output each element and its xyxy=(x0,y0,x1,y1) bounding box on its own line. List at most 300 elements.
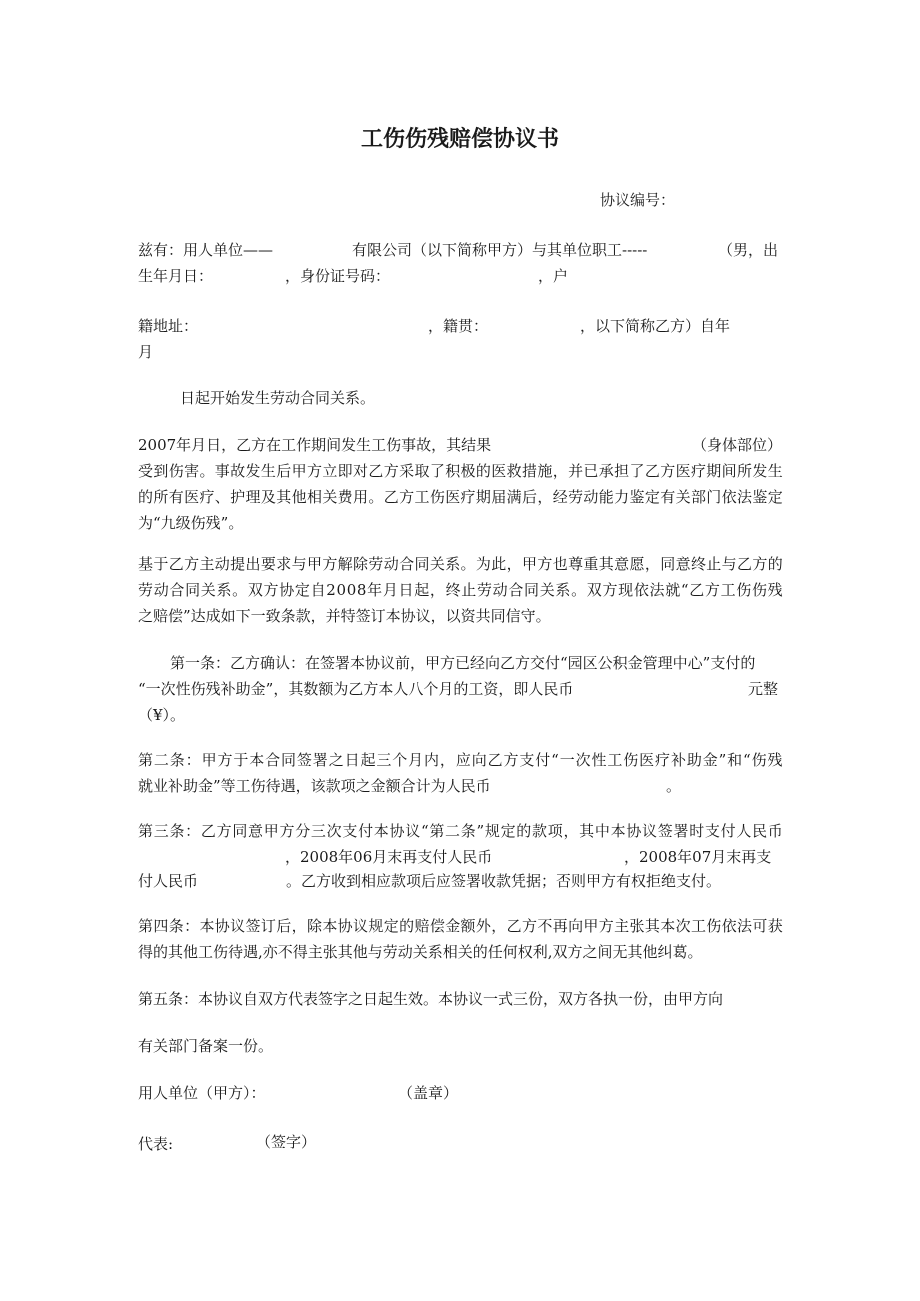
line-char: 并 xyxy=(568,462,584,480)
line-char: 的 xyxy=(138,488,154,506)
paragraph-line: 。乙方收到相应款项后应签署收款凭据；否则甲方有权拒绝支付。 xyxy=(286,872,722,890)
line-char: 后 xyxy=(276,462,292,480)
line-char: 后 xyxy=(276,917,292,935)
line-char: 所 xyxy=(737,462,753,480)
line-char: 关 xyxy=(539,581,555,599)
line-char: 提 xyxy=(230,555,246,573)
line-char: 发 xyxy=(245,462,261,480)
line-char: 付 xyxy=(535,751,551,769)
paragraph-line xyxy=(138,554,783,574)
line-char: 医 xyxy=(639,751,655,769)
agreement-number-label: 协议编号： xyxy=(600,191,676,209)
paragraph-line: ，2008年07月末再支 xyxy=(624,848,772,866)
line-char: 可 xyxy=(752,917,768,935)
line-char: 方 xyxy=(752,555,768,573)
line-char: 害 xyxy=(184,462,200,480)
paragraph-line: 为“九级伤残”。 xyxy=(138,514,244,532)
line-char: 协 xyxy=(389,822,405,840)
line-char: 第 xyxy=(138,917,154,935)
paragraph-line: 2007年月日，乙方在工作期间发生工伤事故，其结果 xyxy=(138,436,492,454)
line-char: 期 xyxy=(475,488,491,506)
line-char: 其 xyxy=(579,822,595,840)
line-char: 。 xyxy=(571,581,587,599)
line-char: 合 xyxy=(508,581,524,599)
line-char: 疗 xyxy=(690,462,706,480)
line-char: 自 xyxy=(310,581,326,599)
line-char: 定 xyxy=(294,581,310,599)
line-char: 次 xyxy=(575,751,591,769)
line-char: 方 xyxy=(602,581,618,599)
line-char: 付 xyxy=(358,822,374,840)
line-char: 医 xyxy=(491,462,507,480)
line-char: 乙 xyxy=(168,555,184,573)
line-char: 关 xyxy=(429,555,445,573)
line-char: 医 xyxy=(675,462,691,480)
line-char: 关 xyxy=(200,581,216,599)
line-char: 乙 xyxy=(383,488,399,506)
line-char: 受 xyxy=(138,462,154,480)
line-char: 条 xyxy=(460,822,476,840)
line-char: 同 xyxy=(185,581,201,599)
line-char: 向 xyxy=(568,917,584,935)
line-char: 合 xyxy=(399,555,415,573)
line-char: 所 xyxy=(153,488,169,506)
intro-line: 日起开始发生劳动合同关系。 xyxy=(180,389,376,407)
line-char: 止 xyxy=(461,581,477,599)
seal-label: （盖章） xyxy=(398,1084,459,1102)
line-char: 积 xyxy=(445,462,461,480)
line-char: 系 xyxy=(445,555,461,573)
line-char: 赔 xyxy=(414,917,430,935)
line-char: “ xyxy=(551,751,559,769)
line-char: 伤 xyxy=(751,581,767,599)
line-char: 项 xyxy=(547,822,563,840)
line-char: “ xyxy=(743,751,751,769)
line-char: 之 xyxy=(328,751,344,769)
line-char: 方 xyxy=(503,751,519,769)
line-char: 补 xyxy=(670,751,686,769)
line-char: 劳 xyxy=(138,581,154,599)
line-char: 个 xyxy=(392,751,408,769)
line-char: 求 xyxy=(276,555,292,573)
line-char: 日 xyxy=(398,581,414,599)
line-char: 动 xyxy=(492,581,508,599)
line-char: 工 xyxy=(607,751,623,769)
line-char: 再 xyxy=(552,917,568,935)
line-char: 偿 xyxy=(429,917,445,935)
line-char: 系 xyxy=(216,581,232,599)
line-char: 方 xyxy=(216,822,232,840)
intro-line: 生年月日： xyxy=(138,267,214,285)
paragraph-line: “一次性伤残补助金”，其数额为乙方本人八个月的工资，即人民币 xyxy=(138,680,574,698)
line-char: 分 xyxy=(295,822,311,840)
line-char: 其 xyxy=(644,917,660,935)
line-char: 应 xyxy=(455,751,471,769)
line-char: 同 xyxy=(524,581,540,599)
line-char: 间 xyxy=(721,462,737,480)
line-char: 0 xyxy=(336,581,347,599)
line-char: 条 xyxy=(168,917,184,935)
line-char: 规 xyxy=(484,822,500,840)
line-char: 为 xyxy=(475,555,491,573)
line-char: 除 xyxy=(306,917,322,935)
line-char: 方 xyxy=(279,822,295,840)
line-char: 相 xyxy=(306,488,322,506)
line-char: 起 xyxy=(414,581,430,599)
line-char: 届 xyxy=(491,488,507,506)
line-char: 现 xyxy=(618,581,634,599)
line-char: 他 xyxy=(291,488,307,506)
line-char: 部 xyxy=(690,488,706,506)
line-char: 三 xyxy=(153,822,169,840)
line-char: 重 xyxy=(583,555,599,573)
line-char: 方 xyxy=(521,917,537,935)
line-char: 乙 xyxy=(487,751,503,769)
line-char: 就 xyxy=(665,581,681,599)
line-char: 币 xyxy=(767,822,783,840)
line-char: 力 xyxy=(614,488,630,506)
paragraph-line: （¥）。 xyxy=(138,706,186,724)
line-char: 8 xyxy=(356,581,367,599)
line-char: 0 xyxy=(346,581,357,599)
line-char: ， xyxy=(552,462,568,480)
line-char: 疗 xyxy=(655,751,671,769)
line-char: 劳 xyxy=(476,581,492,599)
line-char: 伤 xyxy=(168,462,184,480)
document-title: 工伤伤残赔偿协议书 xyxy=(360,127,559,152)
line-char: 有 xyxy=(168,488,184,506)
line-char: 一 xyxy=(559,751,575,769)
line-char: 主 xyxy=(614,917,630,935)
line-char: 次 xyxy=(326,822,342,840)
line-char: 意 xyxy=(614,555,630,573)
line-char: 助 xyxy=(686,751,702,769)
line-char: 二 xyxy=(445,822,461,840)
line-char: 与 xyxy=(721,555,737,573)
line-char: 本 xyxy=(322,917,338,935)
line-char: 2 xyxy=(326,581,336,599)
paragraph-line: 第一条：乙方确认：在签署本协议前，甲方已经向乙方交付“园区公积金管理中心”支付的 xyxy=(170,654,756,672)
line-char: 额 xyxy=(460,917,476,935)
line-char: 也 xyxy=(552,555,568,573)
line-char: 性 xyxy=(591,751,607,769)
line-char: 依 xyxy=(721,488,737,506)
paragraph-line xyxy=(138,461,783,481)
line-char: 的 xyxy=(399,917,415,935)
employer-label: 用人单位（甲方）： xyxy=(138,1084,266,1102)
line-char: 二 xyxy=(153,751,169,769)
line-char: 四 xyxy=(153,917,169,935)
line-char: 双 xyxy=(247,581,263,599)
line-char: 向 xyxy=(471,751,487,769)
line-char: 终 xyxy=(690,555,706,573)
line-char: 法 xyxy=(737,917,753,935)
intro-line: 有限公司（以下简称甲方）与其单位职工----- xyxy=(352,241,648,259)
line-char: ” xyxy=(718,751,727,769)
line-char: 故 xyxy=(230,462,246,480)
line-char: 外 xyxy=(475,917,491,935)
line-char: 本 xyxy=(373,822,389,840)
line-char: 方 xyxy=(660,462,676,480)
line-char: 意 xyxy=(248,822,264,840)
line-char: 方 xyxy=(263,581,279,599)
line-char: 与 xyxy=(291,555,307,573)
line-char: 救 xyxy=(506,462,522,480)
line-char: 甲 xyxy=(306,555,322,573)
line-char: 乙 xyxy=(368,462,384,480)
paragraph-line: ，2008年06月末再支付人民币 xyxy=(285,848,493,866)
line-char: 动 xyxy=(153,581,169,599)
line-char: “ xyxy=(420,822,429,840)
line-char: 关 xyxy=(675,488,691,506)
line-char: 的 xyxy=(475,462,491,480)
line-char: 其 xyxy=(276,488,292,506)
line-char: 三 xyxy=(376,751,392,769)
line-char: 依 xyxy=(721,917,737,935)
line-char: ， xyxy=(537,488,553,506)
intro-line: ，身份证号码： xyxy=(285,267,391,285)
line-char: 费 xyxy=(337,488,353,506)
paragraph-line: 就业补助金”等工伤待遇，该款项之金额合计为人民币 xyxy=(138,777,491,795)
line-char: 动 xyxy=(383,555,399,573)
line-char: 于 xyxy=(233,751,249,769)
line-char: 法 xyxy=(649,581,665,599)
line-char: 意 xyxy=(675,555,691,573)
line-char: ， xyxy=(506,555,522,573)
line-char: 同 xyxy=(281,751,297,769)
line-char: 立 xyxy=(322,462,338,480)
intro-line: 兹有：用人单位—— xyxy=(138,241,274,259)
line-char: 方 xyxy=(383,462,399,480)
line-char: 不 xyxy=(537,917,553,935)
line-char: 劳 xyxy=(368,555,384,573)
line-char: 规 xyxy=(368,917,384,935)
line-char: ： xyxy=(184,917,200,935)
line-char: 方 xyxy=(598,917,614,935)
line-char: 要 xyxy=(260,555,276,573)
line-char: 本 xyxy=(249,751,265,769)
line-char: 动 xyxy=(214,555,230,573)
line-char: 条 xyxy=(169,822,185,840)
line-char: 定 xyxy=(644,488,660,506)
line-char: 能 xyxy=(598,488,614,506)
line-char: 签 xyxy=(245,917,261,935)
line-char: 同 xyxy=(660,555,676,573)
line-char: 和 xyxy=(727,751,743,769)
line-char: 方 xyxy=(184,555,200,573)
line-char: 取 xyxy=(414,462,430,480)
line-char: 担 xyxy=(614,462,630,480)
line-char: 合 xyxy=(169,581,185,599)
line-char: 第 xyxy=(429,822,445,840)
line-char: 医 xyxy=(445,488,461,506)
line-char: 医 xyxy=(184,488,200,506)
line-char: 合 xyxy=(265,751,281,769)
line-char: 后 xyxy=(521,488,537,506)
line-char: 起 xyxy=(360,751,376,769)
line-char: 鉴 xyxy=(752,488,768,506)
line-char: 乙 xyxy=(200,822,216,840)
line-char: 日 xyxy=(344,751,360,769)
line-char: 的 xyxy=(767,555,783,573)
line-char: 订 xyxy=(260,917,276,935)
line-char: 尊 xyxy=(568,555,584,573)
line-char: 伤 xyxy=(706,917,722,935)
line-char: 张 xyxy=(629,917,645,935)
paragraph-line: 之赔偿”达成如下一致条款，并特签订本协议，以资共同信守。 xyxy=(138,607,551,625)
line-char: ： xyxy=(185,751,201,769)
intro-line: ，户 xyxy=(538,267,569,285)
line-char: 民 xyxy=(752,822,768,840)
line-char: 采 xyxy=(399,462,415,480)
line-char: 协 xyxy=(279,581,295,599)
line-char: 生 xyxy=(767,462,783,480)
line-char: 金 xyxy=(702,751,718,769)
paragraph-line: 有关部门备案一份。 xyxy=(138,1037,274,1055)
line-char: 止 xyxy=(706,555,722,573)
line-char: ： xyxy=(185,822,201,840)
paragraph-line xyxy=(138,580,783,600)
line-char: 协 xyxy=(626,822,642,840)
line-char: 议 xyxy=(230,917,246,935)
line-char: 理 xyxy=(245,488,261,506)
line-char: 款 xyxy=(532,822,548,840)
line-char: 、 xyxy=(214,488,230,506)
line-char: 议 xyxy=(353,917,369,935)
line-char: 到 xyxy=(153,462,169,480)
line-char: 的 xyxy=(516,822,532,840)
line-char: 本 xyxy=(660,917,676,935)
intro-line: 籍地址： xyxy=(138,317,199,335)
line-char: 劳 xyxy=(568,488,584,506)
line-char: 人 xyxy=(736,822,752,840)
paragraph-line: 元整 xyxy=(748,680,779,698)
line-char: 甲 xyxy=(521,555,537,573)
line-char: 方 xyxy=(322,555,338,573)
line-char: 伤 xyxy=(429,488,445,506)
intro-line: 月 xyxy=(138,343,154,361)
line-char: 协 xyxy=(214,917,230,935)
paragraph-line xyxy=(138,487,783,507)
line-char: 关 xyxy=(322,488,338,506)
line-char: 疗 xyxy=(460,488,476,506)
line-char: 甲 xyxy=(263,822,279,840)
line-char: 本 xyxy=(610,822,626,840)
line-char: 主 xyxy=(199,555,215,573)
line-char: 工 xyxy=(690,917,706,935)
line-char: 方 xyxy=(306,462,322,480)
line-char: 经 xyxy=(552,488,568,506)
line-char: 同 xyxy=(414,555,430,573)
line-char: 定 xyxy=(500,822,516,840)
line-char: 终 xyxy=(445,581,461,599)
line-char: 基 xyxy=(138,555,154,573)
line-char: 方 xyxy=(537,555,553,573)
line-char: 条 xyxy=(169,751,185,769)
line-char: 发 xyxy=(752,462,768,480)
line-char: 工 xyxy=(720,581,736,599)
line-char: 议 xyxy=(642,822,658,840)
line-char: 。 xyxy=(460,555,476,573)
line-char: 。 xyxy=(199,462,215,480)
line-char: ， xyxy=(439,751,455,769)
paragraph-line: 得的其他工伤待遇,亦不得主张其他与劳动关系相关的任何权利,双方之间无其他纠葛。 xyxy=(138,943,703,961)
line-char: 定 xyxy=(767,488,783,506)
line-char: 有 xyxy=(660,488,676,506)
line-char: 解 xyxy=(337,555,353,573)
line-char: ， xyxy=(429,581,445,599)
intro-line: ，籍贯： xyxy=(428,317,489,335)
line-char: 门 xyxy=(706,488,722,506)
line-char: 出 xyxy=(245,555,261,573)
line-char: 付 xyxy=(720,822,736,840)
line-char: 获 xyxy=(767,917,783,935)
line-char: 动 xyxy=(583,488,599,506)
line-char: 鉴 xyxy=(629,488,645,506)
line-char: 法 xyxy=(737,488,753,506)
line-char: 三 xyxy=(310,822,326,840)
line-char: 双 xyxy=(586,581,602,599)
line-char: 。 xyxy=(232,581,248,599)
line-char: 其 xyxy=(598,555,614,573)
line-char: 次 xyxy=(675,917,691,935)
line-char: 承 xyxy=(598,462,614,480)
line-char: 用 xyxy=(353,488,369,506)
line-char: 伤 xyxy=(623,751,639,769)
line-char: ” xyxy=(476,822,485,840)
line-char: 支 xyxy=(342,822,358,840)
line-char: 月 xyxy=(382,581,398,599)
paragraph-line: 付人民币 xyxy=(138,872,199,890)
line-char: 及 xyxy=(260,488,276,506)
line-char: 于 xyxy=(153,555,169,573)
line-char: 乙 xyxy=(737,555,753,573)
line-char: 疗 xyxy=(199,488,215,506)
line-char: 此 xyxy=(491,555,507,573)
line-char: 甲 xyxy=(583,917,599,935)
line-char: 乙 xyxy=(506,917,522,935)
line-char: ， xyxy=(563,822,579,840)
intro-line: （男，出 xyxy=(718,241,779,259)
line-char: 第 xyxy=(138,751,154,769)
line-char: 同 xyxy=(232,822,248,840)
line-char: 签 xyxy=(296,751,312,769)
line-char: 极 xyxy=(460,462,476,480)
line-char: 。 xyxy=(368,488,384,506)
line-char: 已 xyxy=(583,462,599,480)
line-char: 支 xyxy=(704,822,720,840)
line-char: ， xyxy=(644,555,660,573)
line-char: 残 xyxy=(767,751,783,769)
paragraph-line: 第五条：本协议自双方代表签字之日起生效。本协议一式三份，双方各执一份，由甲方向 xyxy=(138,990,724,1008)
line-char: 签 xyxy=(657,822,673,840)
line-char: 护 xyxy=(230,488,246,506)
paragraph-line: 。 xyxy=(666,777,682,795)
line-char: 即 xyxy=(337,462,353,480)
line-char: 期 xyxy=(706,462,722,480)
line-char: 时 xyxy=(689,822,705,840)
line-char: 金 xyxy=(445,917,461,935)
line-char: 甲 xyxy=(201,751,217,769)
line-char: 伤 xyxy=(751,751,767,769)
line-char: 年 xyxy=(367,581,383,599)
line-char: 了 xyxy=(629,462,645,480)
paragraph-line xyxy=(138,821,783,841)
line-char: 对 xyxy=(353,462,369,480)
paragraph-line xyxy=(138,916,783,936)
line-char: 施 xyxy=(537,462,553,480)
line-char: ， xyxy=(291,917,307,935)
